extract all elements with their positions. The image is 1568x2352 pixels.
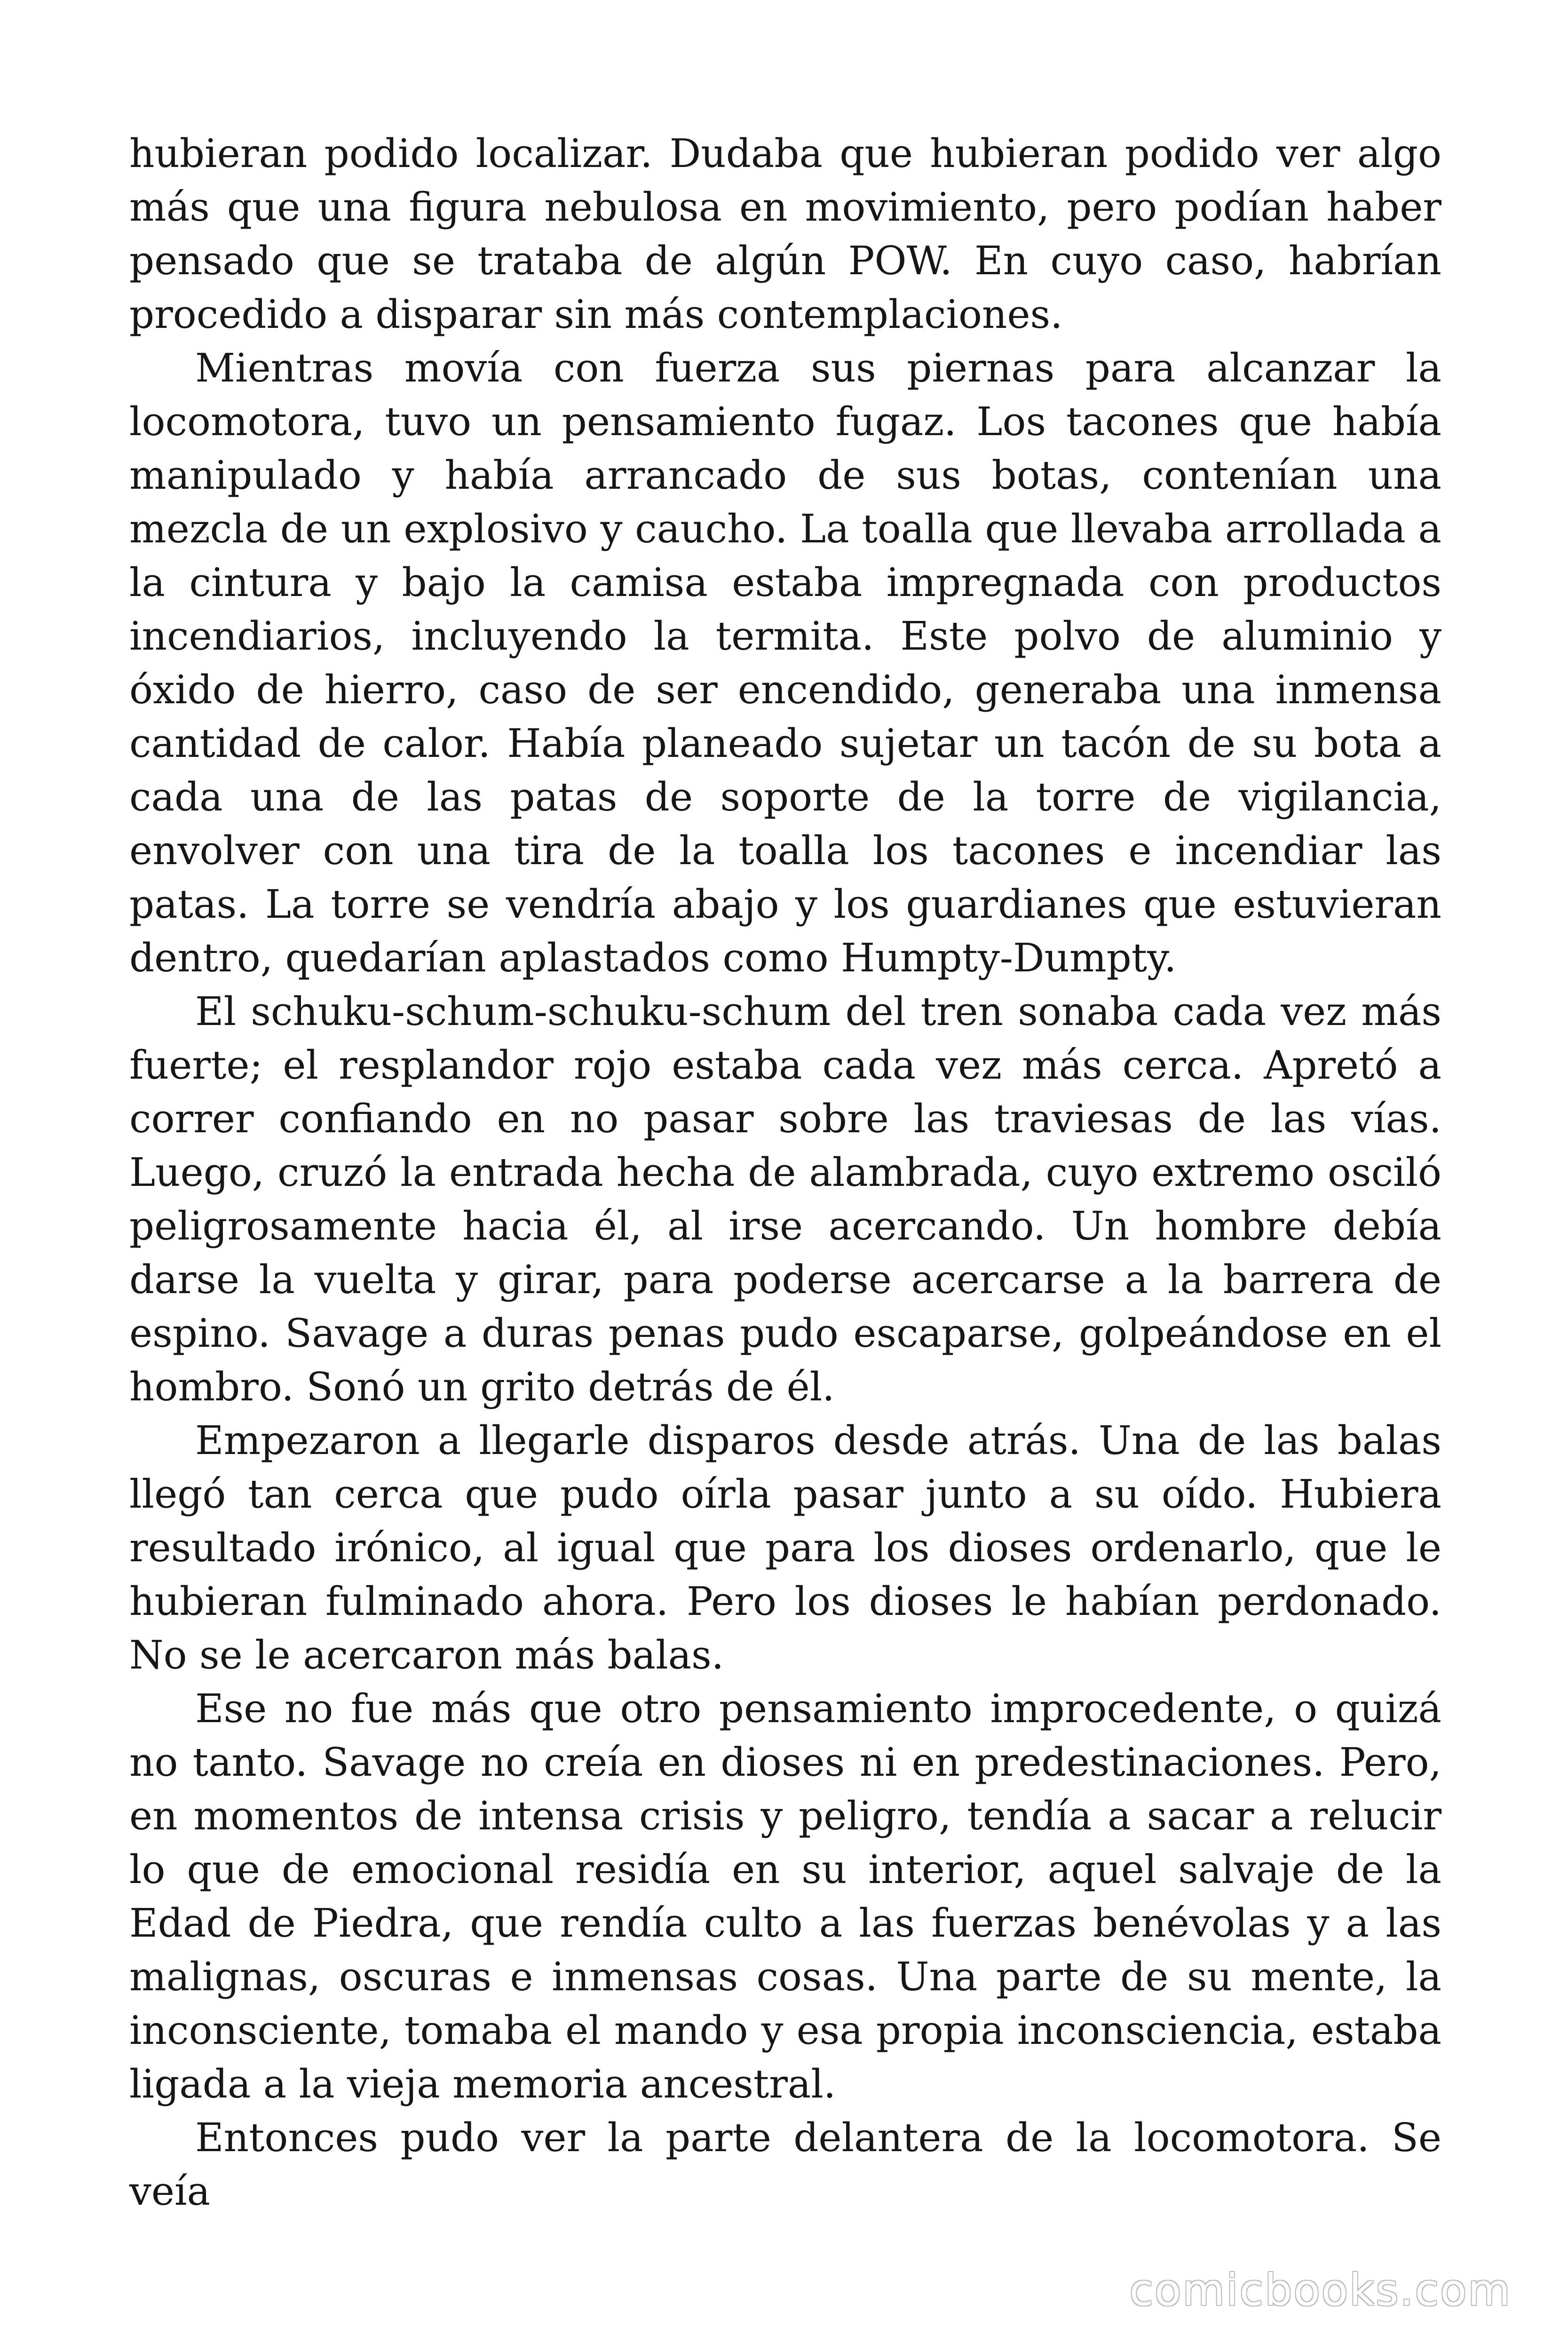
paragraph-3: El schuku-schum-schuku-schum del tren sonaba cada vez más fuerte; el resplandor rojo estaba cada vez más cerca. Apretó a correr confiando en no pasar sobre las traviesas de las vías. Luego, cruzó la entrada hecha de alambrada, cuyo extremo osciló peligrosamente hacia él, al irse acercando. Un hombre debía darse la vuelta y girar, para poderse acercarse a la barrera de espino. Savage a duras penas pudo escaparse, golpeándose en el hombro. Sonó un grito detrás de él. bbox=[129, 989, 1441, 1410]
paragraph-2: Mientras movía con fuerza sus piernas para alcanzar la locomotora, tuvo un pensamiento fugaz. Los tacones que había manipulado y había arrancado de sus botas, contenían una mezcla de un explosivo y caucho. La toalla que llevaba arrollada a la cintura y bajo la camisa estaba impregnada con productos incendiarios, incluyendo la termita. Este polvo de aluminio y óxido de hierro, caso de ser encendido, generaba una inmensa cantidad de calor. Había planeado sujetar un tacón de su bota a cada una de las patas de soporte de la torre de vigilancia, envolver con una tira de la toalla los tacones e incendiar las patas. La torre se vendría abajo y los guardianes que estuvieran dentro, quedarían aplastados como Humpty-Dumpty. bbox=[129, 345, 1441, 981]
watermark: comicbooks.com bbox=[1129, 2265, 1512, 2315]
paragraph-1: hubieran podido localizar. Dudaba que hubieran podido ver algo más que una figura nebulosa en movimiento, pero podían haber pensado que se trataba de algún POW. En cuyo caso, habrían procedido a disparar sin más contemplaciones. bbox=[129, 131, 1441, 337]
paragraph-6: Entonces pudo ver la parte delantera de la locomotora. Se veía bbox=[129, 2115, 1441, 2214]
paragraph-4: Empezaron a llegarle disparos desde atrás. Una de las balas llegó tan cerca que pudo oírla pasar junto a su oído. Hubiera resultado irónico, al igual que para los dioses ordenarlo, que le hubieran fulminado ahora. Pero los dioses le habían perdonado. No se le acercaron más balas. bbox=[129, 1418, 1441, 1678]
page-body bbox=[129, 127, 1441, 2218]
paragraph-5: Ese no fue más que otro pensamiento improcedente, o quizá no tanto. Savage no creía en dioses ni en predestinaciones. Pero, en momentos de intensa crisis y peligro, tendía a sacar a relucir lo que de emocional residía en su interior, aquel salvaje de la Edad de Piedra, que rendía culto a las fuerzas benévolas y a las malignas, oscuras e inmensas cosas. Una parte de su mente, la inconsciente, tomaba el mando y esa propia inconsciencia, estaba ligada a la vieja memoria ancestral. bbox=[129, 1686, 1441, 2107]
